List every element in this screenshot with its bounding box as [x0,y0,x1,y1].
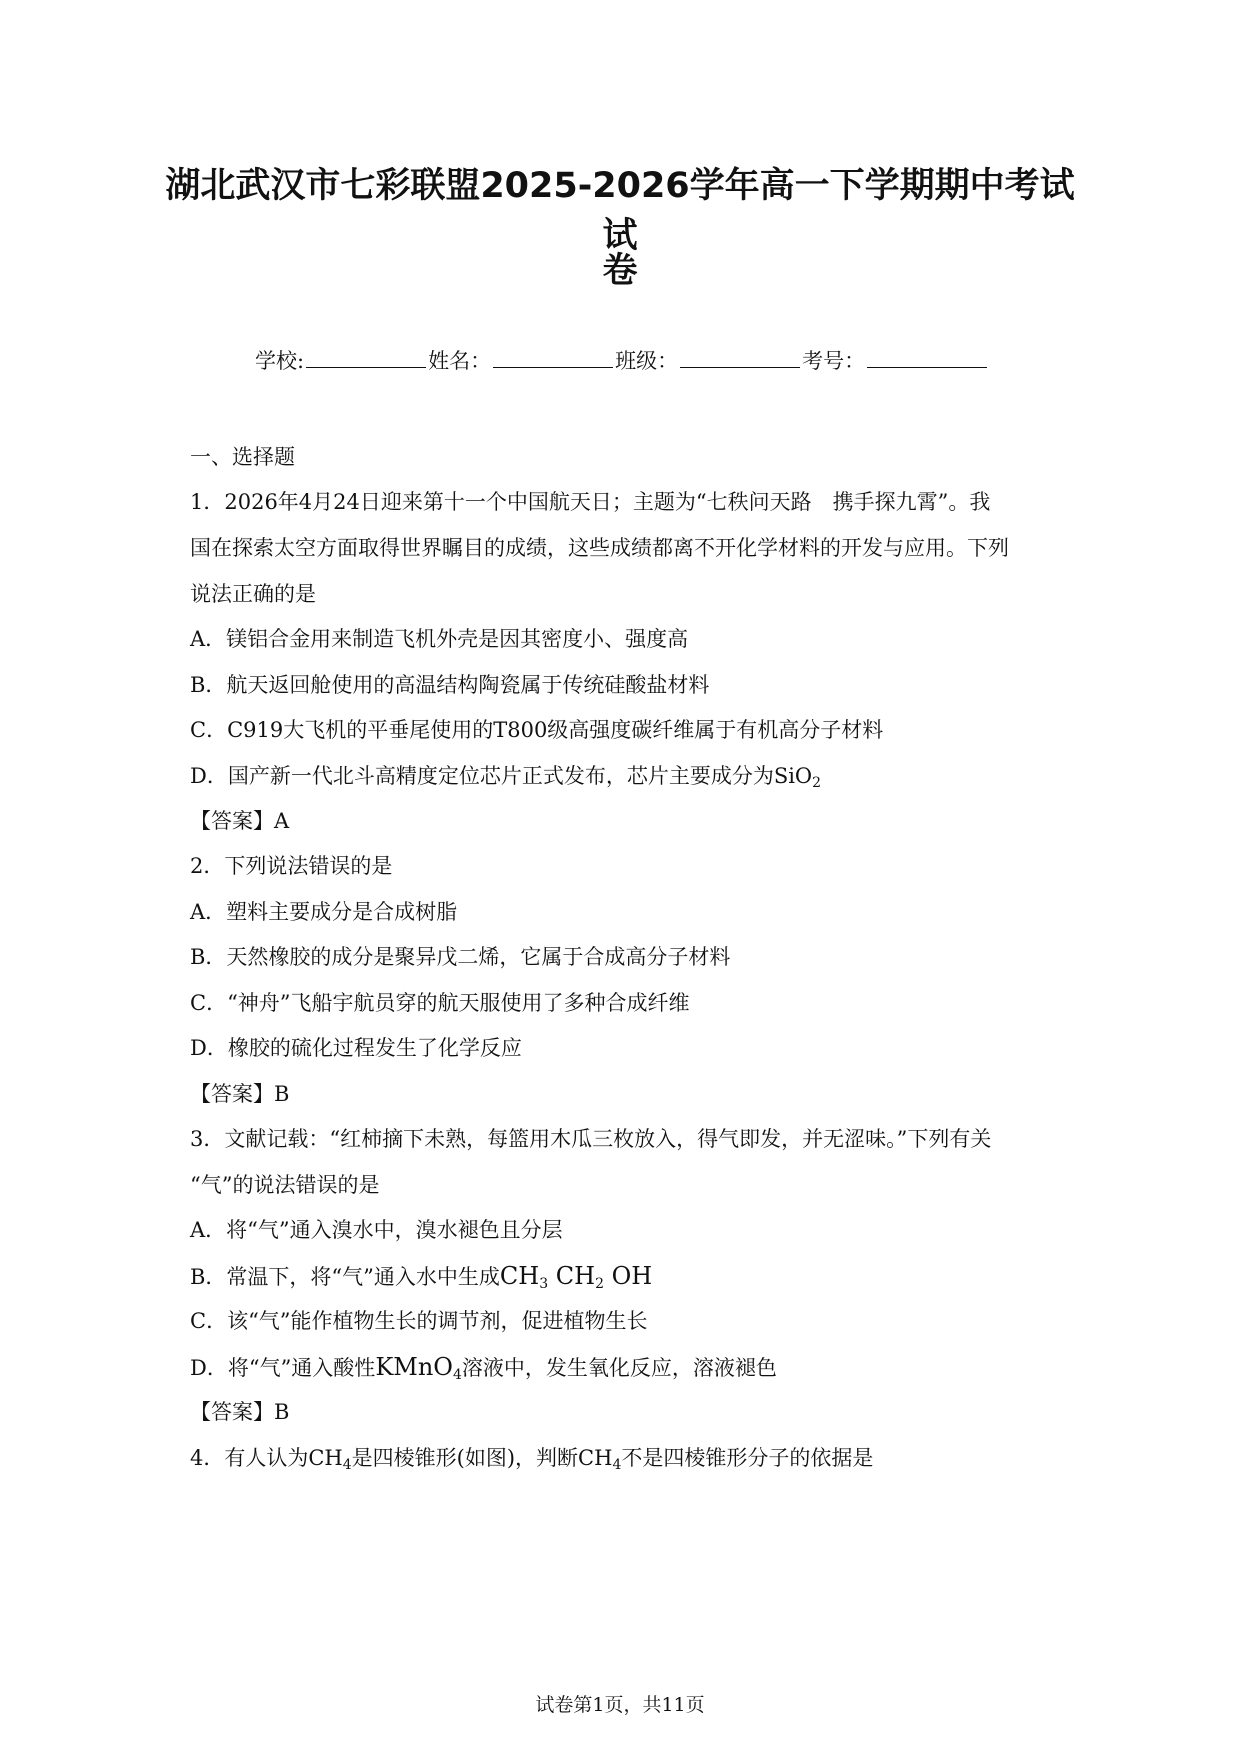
q3-option-d-text: D．将“气”通入酸性 [190,1356,376,1380]
page-title-line-2: 卷 [602,251,638,291]
q3-formula-sub-2: 2 [595,1276,604,1292]
q1-answer: 【答案】A [190,809,290,833]
q2-answer: 【答案】B [190,1082,290,1106]
school-label: 学校: [255,349,305,373]
q3-formula-part-2: CH [555,1262,596,1290]
q3-option-b-text: B．常温下，将“气”通入水中生成 [190,1265,500,1289]
q3-option-d-formula [375,1353,462,1381]
q1-stem-line-3: 说法正确的是 [190,582,316,606]
q1-stem-line-2: 国在探索太空方面取得世界瞩目的成绩，这些成绩都离不开化学材料的开发与应用。下列 [190,536,1009,560]
class-blank [680,345,800,368]
q4-stem [190,1445,873,1478]
q3-kmno4-sub: 4 [452,1367,462,1383]
q4-part-3: 不是四棱锥形分子的依据是 [621,1446,874,1470]
q3-formula-part-1: CH [499,1262,540,1290]
q2-option-b: B．天然橡胶的成分是聚异戊二烯，它属于合成高分子材料 [190,945,731,969]
q3-option-d-tail: 溶液中，发生氧化反应，溶液褪色 [461,1356,777,1380]
q1-option-d-subscript: 2 [812,775,822,791]
exam-number-label: 考号： [802,349,866,373]
class-label: 班级： [615,349,679,373]
q2-stem: 2．下列说法错误的是 [190,854,393,878]
section-heading: 一、选择题 [190,445,295,469]
q3-formula-part-3: OH [611,1262,653,1290]
name-label: 姓名： [428,349,492,373]
q3-stem-line-2: “气”的说法错误的是 [190,1173,380,1197]
q4-sub-1: 4 [342,1457,352,1473]
q3-option-c: C．该“气”能作植物生长的调节剂，促进植物生长 [190,1309,648,1333]
q4-sub-2: 4 [612,1457,622,1473]
q4-part-2: 是四棱锥形(如图)，判断CH [351,1446,613,1470]
school-blank [306,345,426,368]
page-title-line-1: 湖北武汉市七彩联盟2025-2026学年高一下学期期中考试试 [165,166,1075,256]
q3-answer: 【答案】B [190,1400,290,1424]
q1-option-a: A．镁铝合金用来制造飞机外壳是因其密度小、强度高 [190,627,689,651]
q2-option-c: C．“神舟”飞船宇航员穿的航天服使用了多种合成纤维 [190,991,690,1015]
q4-part-1: 4．有人认为CH [190,1446,343,1470]
q3-option-b-formula [500,1262,652,1290]
q3-kmno4: KMnO [375,1353,453,1381]
page-footer: 试卷第1页，共11页 [535,1694,705,1716]
student-info-row [255,345,989,375]
q1-option-c: C．C919大飞机的平垂尾使用的T800级高强度碳纤维属于有机高分子材料 [190,718,884,742]
q1-option-d-text: D．国产新一代北斗高精度定位芯片正式发布，芯片主要成分为SiO [190,764,813,788]
q1-option-d [190,763,821,796]
q3-option-b [190,1263,652,1297]
q3-option-a: A．将“气”通入溴水中，溴水褪色且分层 [190,1218,563,1242]
name-blank [493,345,613,368]
q1-option-b: B．航天返回舱使用的高温结构陶瓷属于传统硅酸盐材料 [190,673,710,697]
q3-formula-sub-1: 3 [539,1276,549,1292]
q2-option-a: A．塑料主要成分是合成树脂 [190,900,458,924]
q2-option-d: D．橡胶的硫化过程发生了化学反应 [190,1036,522,1060]
q1-stem-line-1: 1．2026年4月24日迎来第十一个中国航天日；主题为“七秩问天路 携手探九霄”。我 [190,490,991,514]
exam-number-blank [867,345,987,368]
q3-stem-line-1: 3．文献记载：“红柿摘下未熟，每篮用木瓜三枚放入，得气即发，并无涩味。”下列有关 [190,1127,992,1151]
q3-option-d [190,1354,777,1388]
